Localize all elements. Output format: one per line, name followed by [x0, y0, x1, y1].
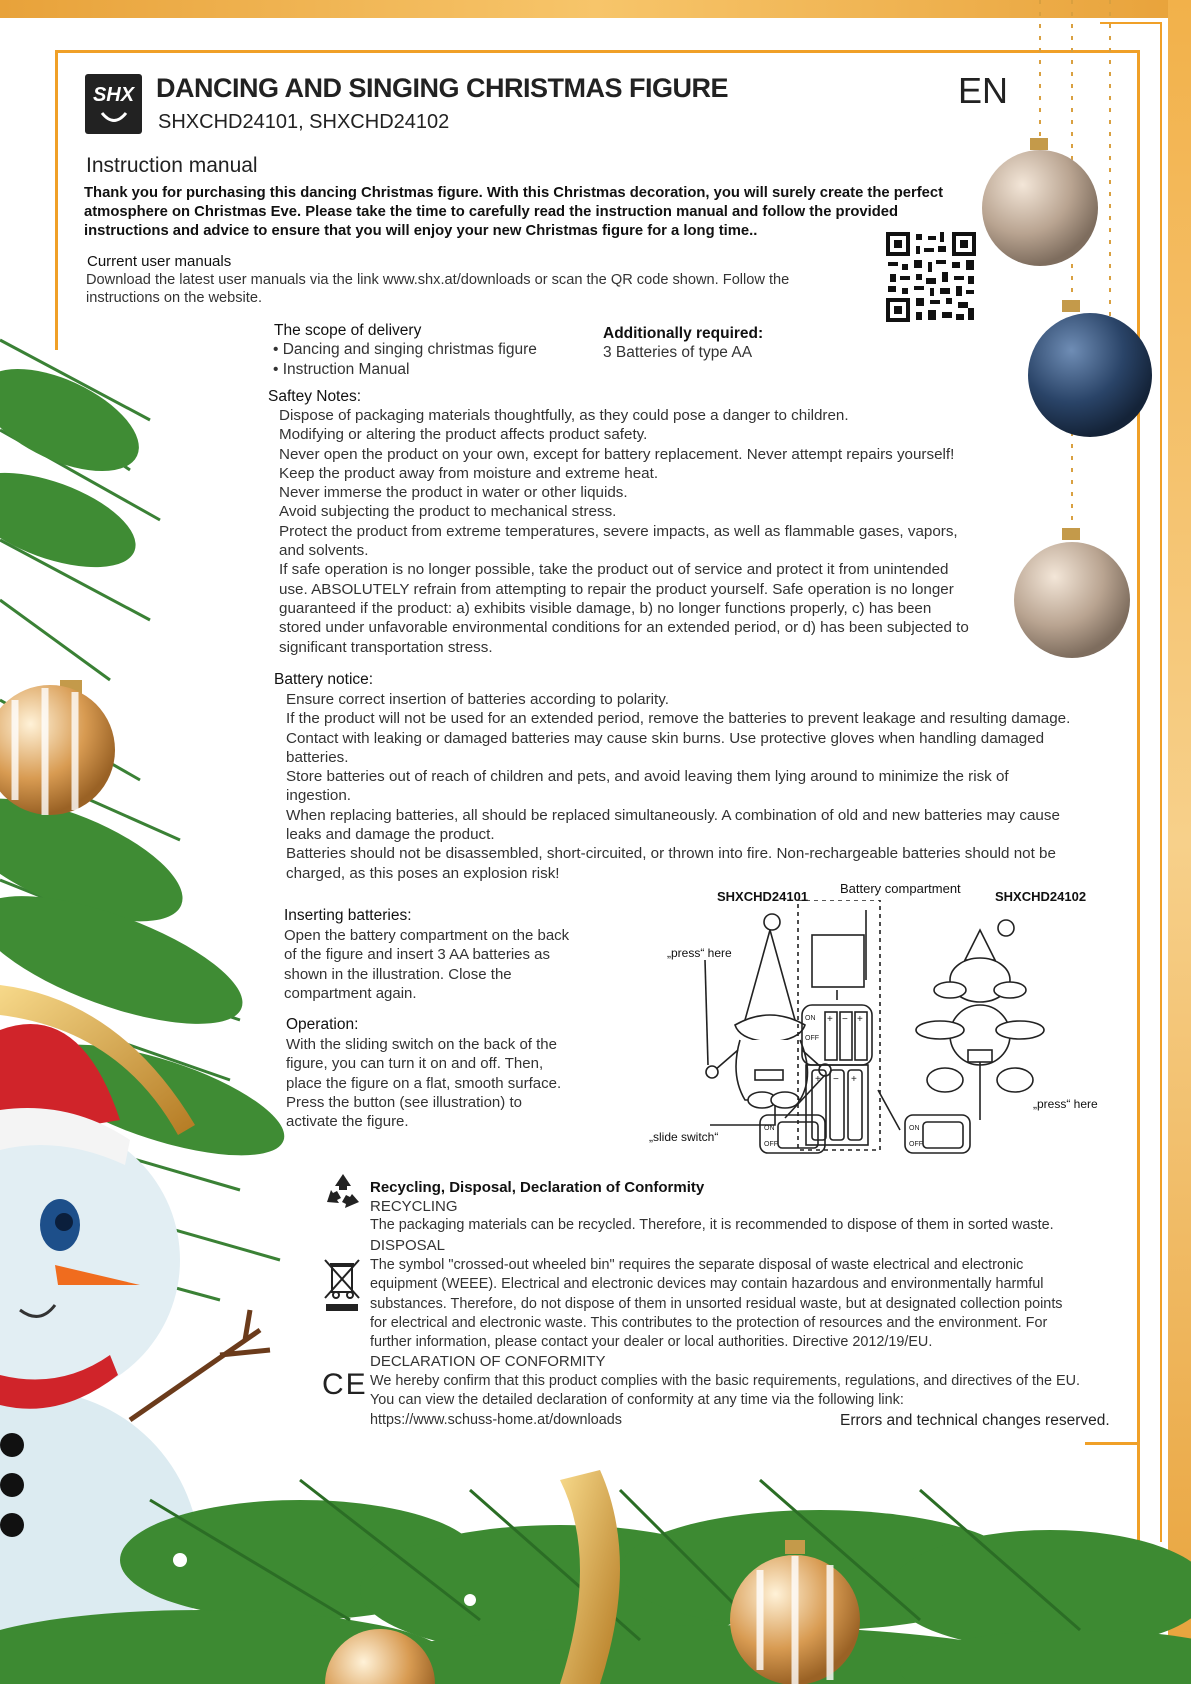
operation-line: activate the figure. — [286, 1113, 409, 1131]
safety-line: Protect the product from extreme temperatures, severe impacts, as well as flammable gases, vapors, — [279, 522, 958, 540]
diagram-model-b: SHXCHD24102 — [995, 889, 1087, 904]
polarity-plus: + — [827, 1014, 833, 1025]
intro-line: instructions and advice to ensure that you will enjoy your new Christmas figure for a long time.. — [84, 223, 758, 239]
battery-heading: Battery notice: — [274, 671, 374, 688]
battery-line: charged, as this poses an explosion risk! — [286, 864, 560, 882]
inserting-line: shown in the illustration. Close the — [284, 965, 512, 983]
switch-off-label-b: OFF — [909, 1141, 923, 1148]
safety-line: stored under unfavorable environmental conditions for an extended period, or d) has been subjected to — [279, 619, 969, 637]
footer-note: Errors and technical changes reserved. — [840, 1412, 1110, 1429]
safety-line: Never open the product on your own, except for battery replacement. Never attempt repairs yourself! — [279, 445, 955, 463]
operation-line: Press the button (see illustration) to — [286, 1093, 522, 1111]
battery-line: Batteries should not be disassembled, short-circuited, or thrown into fire. Non-rechargeable batteries should not be — [286, 845, 1056, 863]
conformity-title: DECLARATION OF CONFORMITY — [370, 1353, 606, 1370]
required-heading: Additionally required: — [603, 325, 764, 342]
operation-heading: Operation: — [286, 1016, 359, 1033]
battery-line: leaks and damage the product. — [286, 826, 495, 844]
disposal-line: The symbol "crossed-out wheeled bin" requires the separate disposal of waste electrical and electronic — [370, 1257, 1024, 1273]
polarity-plus: + — [815, 1074, 821, 1085]
switch-on-label-a: ON — [764, 1125, 775, 1132]
safety-line: guaranteed if the product: a) exhibits visible damage, b) no longer functions properly, c) has been — [279, 599, 932, 617]
safety-line: significant transportation stress. — [279, 638, 493, 656]
scope-item: • Instruction Manual — [273, 360, 410, 378]
polarity-plus: + — [857, 1014, 863, 1025]
battery-text — [286, 690, 1070, 883]
safety-line: Avoid subjecting the product to mechanical stress. — [279, 503, 617, 521]
conformity-line: We hereby confirm that this product complies with the basic requirements, regulations, and directives of the EU. — [370, 1373, 1081, 1389]
brand-logo — [85, 74, 142, 134]
safety-line: Modifying or altering the product affects product safety. — [279, 426, 648, 444]
switch-off-label-a: OFF — [764, 1141, 778, 1148]
slide-switch-label: „slide switch“ — [649, 1130, 719, 1144]
model-numbers: SHXCHD24101, SHXCHD24102 — [158, 111, 450, 133]
switch-on-label-b: ON — [909, 1125, 920, 1132]
battery-line: If the product will not be used for an extended period, remove the batteries to prevent leakage and resulting damage. — [286, 710, 1071, 728]
operation-text — [286, 1035, 561, 1131]
inserting-heading: Inserting batteries: — [284, 907, 412, 924]
battery-line: Contact with leaking or damaged batteries may cause skin burns. Use protective gloves when handling damaged — [286, 729, 1045, 747]
crossed-bin-icon — [322, 1258, 362, 1312]
inserting-line: Open the battery compartment on the back — [284, 927, 570, 944]
operation-line: place the figure on a flat, smooth surface. — [286, 1074, 562, 1092]
disposal-line: substances. Therefore, do not dispose of them in unsorted residual waste, but at designated collection points — [370, 1295, 1063, 1312]
page-title: DANCING AND SINGING CHRISTMAS FIGURE — [156, 73, 729, 103]
user-manuals-line: Download the latest user manuals via the link www.shx.at/downloads or scan the QR code shown. Follow the — [86, 272, 790, 288]
inserting-text — [284, 926, 569, 1003]
disposal-line: for electrical and electronic waste. This contributes to the protection of resources and the environment. For — [370, 1314, 1048, 1331]
qr-code[interactable] — [886, 232, 976, 322]
scope-list — [273, 340, 537, 379]
battery-diagram — [650, 900, 1130, 1160]
recycling-icon — [323, 1172, 363, 1212]
disposal-line: equipment (WEEE). Electrical and electronic devices may contain hazardous and environmentally harmful — [370, 1276, 1044, 1293]
diagram-compartment-label: Battery compartment — [840, 881, 961, 896]
safety-line: use. ABSOLUTELY refrain from attempting to repair the product yourself. Safe operation is no longer — [279, 580, 954, 598]
battery-line: Ensure correct insertion of batteries according to polarity. — [286, 691, 669, 708]
disposal-text — [370, 1256, 1063, 1352]
safety-line: Keep the product away from moisture and extreme heat. — [279, 464, 659, 482]
safety-line: If safe operation is no longer possible, take the product out of service and protect it from unintended — [279, 561, 949, 579]
recycling-title: RECYCLING — [370, 1198, 458, 1215]
disposal-line: further information, please contact your dealer or local authorities. Directive 2012/19/EU. — [370, 1334, 933, 1351]
operation-line: figure, you can turn it on and off. Then, — [286, 1055, 544, 1073]
disposal-title: DISPOSAL — [370, 1237, 446, 1254]
battery-line: When replacing batteries, all should be replaced simultaneously. A combination of old and new batteries may cause — [286, 806, 1060, 824]
user-manuals-heading: Current user manuals — [87, 253, 232, 270]
battery-line: batteries. — [286, 748, 349, 766]
recycling-heading: Recycling, Disposal, Declaration of Conformity — [370, 1179, 705, 1196]
diagram-model-a: SHXCHD24101 — [717, 889, 809, 904]
polarity-plus: + — [851, 1074, 857, 1085]
press-here-label-b: „press“ here — [1033, 1097, 1098, 1111]
polarity-minus: − — [833, 1074, 839, 1085]
user-manuals-text — [86, 271, 789, 307]
user-manuals-line: instructions on the website. — [86, 290, 263, 306]
scope-item: • Dancing and singing christmas figure — [273, 341, 537, 358]
inserting-line: compartment again. — [284, 984, 417, 1002]
battery-line: ingestion. — [286, 787, 352, 805]
polarity-minus: − — [842, 1014, 848, 1025]
conformity-link[interactable]: https://www.schuss-home.at/downloads — [370, 1411, 622, 1428]
safety-heading: Saftey Notes: — [268, 388, 362, 405]
conformity-line: You can view the detailed declaration of conformity at any time via the following link: — [370, 1392, 904, 1409]
compartment-off-label: OFF — [805, 1035, 819, 1042]
recycling-text: The packaging materials can be recycled. Therefore, it is recommended to dispose of them in sorted waste. — [370, 1217, 1054, 1233]
safety-line: Never immerse the product in water or other liquids. — [279, 484, 628, 502]
scope-heading: The scope of delivery — [274, 322, 422, 339]
safety-line: and solvents. — [279, 542, 369, 560]
safety-line: Dispose of packaging materials thoughtfully, as they could pose a danger to children. — [279, 407, 849, 424]
brand-logo-text: SHX — [92, 84, 135, 106]
press-here-label-a: „press“ here — [667, 946, 732, 960]
operation-line: With the sliding switch on the back of the — [286, 1036, 557, 1053]
safety-text — [279, 406, 969, 657]
ce-mark: CE — [322, 1368, 368, 1401]
language-code: EN — [958, 70, 1009, 111]
inserting-line: of the figure and insert 3 AA batteries as — [284, 946, 551, 964]
intro-text — [84, 184, 943, 241]
intro-line: atmosphere on Christmas Eve. Please take the time to carefully read the instruction manual and follow the provided — [84, 204, 899, 220]
required-text: 3 Batteries of type AA — [603, 344, 753, 361]
battery-line: Store batteries out of reach of children and pets, and avoid leaving them lying around to minimize the risk of — [286, 768, 1009, 786]
manual-title: Instruction manual — [86, 154, 258, 177]
intro-line: Thank you for purchasing this dancing Christmas figure. With this Christmas decoration, you will surely create the perfect — [84, 185, 944, 201]
compartment-on-label: ON — [805, 1015, 816, 1022]
